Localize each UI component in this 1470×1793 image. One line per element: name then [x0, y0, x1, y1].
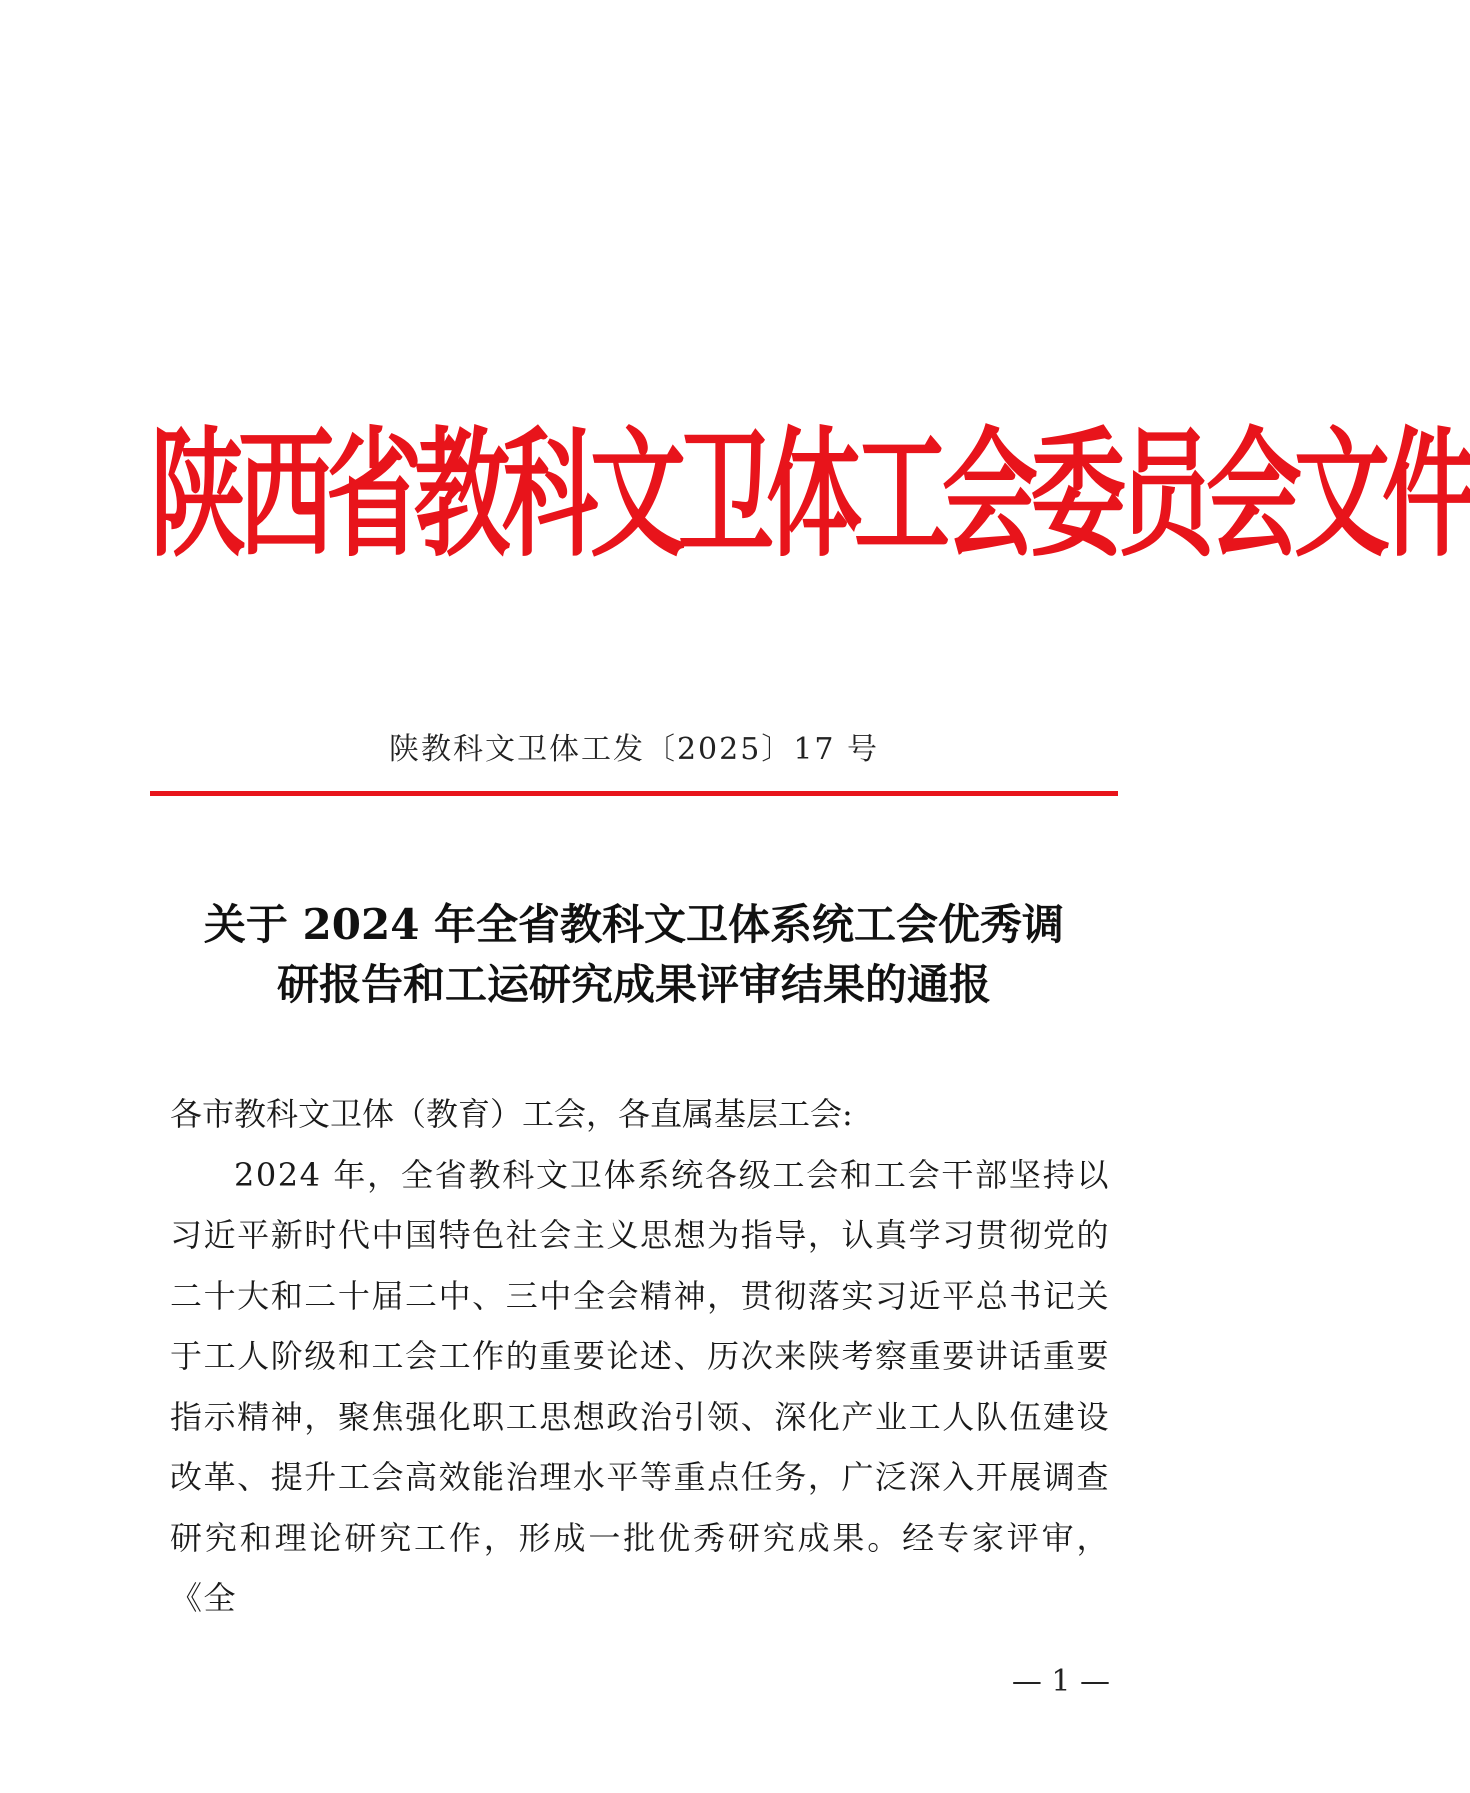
body-text: [170, 1084, 1110, 1629]
notice-title-line-2: 研报告和工运研究成果评审结果的通报: [276, 960, 991, 1009]
page-number: — 1 —: [1011, 1664, 1110, 1699]
red-divider-line: [150, 791, 1118, 796]
notice-title: [150, 895, 1118, 1015]
notice-title-line-1: 关于 2024 年全省教科文卫体系统工会优秀调: [203, 900, 1065, 949]
document-number: 陕教科文卫体工发〔2025〕17 号: [388, 732, 880, 767]
salutation: 各市教科文卫体（教育）工会，各直属基层工会:: [170, 1095, 853, 1133]
paragraph-1: 2024 年，全省教科文卫体系统各级工会和工会干部坚持以习近平新时代中国特色社会主义思想为指导，认真学习贯彻党的二十大和二十届二中、三中全会精神，贯彻落实习近平总书记关于工人阶级和工会工作的重要论述、历次来陕考察重要讲话重要指示精神，聚焦强化职工思想政治引领、深化产业工人队伍建设改革、提升工会高效能治理水平等重点任务，广泛深入开展调查研究和理论研究工作，形成一批优秀研究成果。经专家评审，《全: [170, 1155, 1110, 1617]
masthead-title: 陕西省教科文卫体工会委员会文件: [150, 413, 1470, 577]
